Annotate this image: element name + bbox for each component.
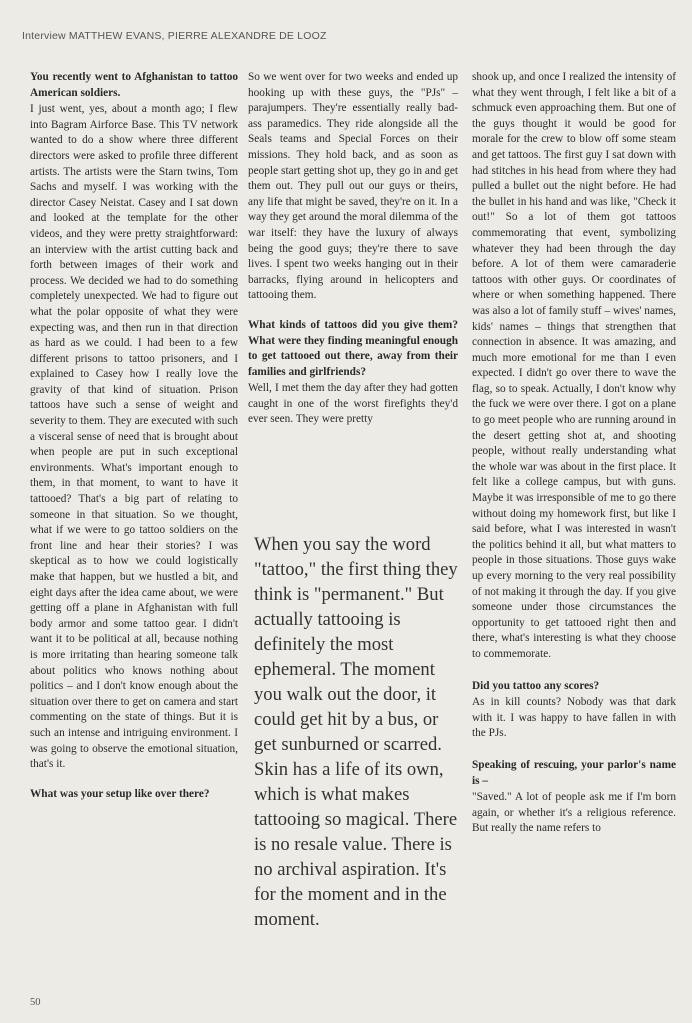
page-number: 50	[30, 997, 41, 1008]
answer-paragraph: Well, I met them the day after they had gotten caught in one of the worst firefights they'd ever seen. They were pretty	[248, 382, 458, 426]
answer-paragraph: As in kill counts? Nobody was that dark with it. I was happy to have fallen in with the PJs.	[472, 696, 676, 740]
answer-paragraph: I just went, yes, about a month ago; I flew into Bagram Airforce Base. This TV network wanted to do a show where three different directors were asked to profile three different artists. The artists were the Starn twins, Tom Sachs and myself. I was working with the director Casey Neistat. Casey and I sat down and looked at the template for the other videos, and they were pretty straightforward: an interview with the artist cutting back and forth between images of their work and process. We decided we had to do something completely unexpected. We had to figure out what the polar opposite of what they were expecting was, and then run in that direction as hard as we could. I had been to a few different prisons to tattoo prisoners, and I explained to Casey how I really love the gravity of that kind of situation. Prison tattoos have such a sense of weight and severity to them. They are executed with such a visceral sense of need that is brought about when people are put in such exceptional environments. What's important enough to them, in that moment, to want to have it tattooed? That's a big part of relating to someone in that situation. So we thought, what if we were to go tattoo soldiers on the front line and hear their stories? I was skeptical as to how we could logistically make that happen, but we hustled a bit, and eight days after the idea came about, we were getting off a plane in Afghanistan with full body armor and some tattoo gear. I didn't want it to be political at all, because nothing is more irritating than hearing someone talk about politics who knows nothing about politics – and I don't know enough about the situation over there to get on camera and start commenting on the state of things. But it is such an intense and intriguing environment. I was going to observe the emotional situation, that's it.	[30, 103, 238, 771]
column-1	[30, 70, 238, 803]
answer-paragraph: "Saved." A lot of people ask me if I'm born again, or whether it's a religious reference. But really the name refers to	[472, 791, 676, 835]
pull-quote: When you say the word "tattoo," the first thing they think is "permanent." But actually tattooing is definitely the most ephemeral. The moment you walk out the door, it could get hit by a bus, or get sunburned or scarred. Skin has a life of its own, which is what makes tattooing so magical. There is no resale value. There is no archival aspiration. It's for the moment and in the moment.	[254, 534, 458, 930]
column-2	[248, 70, 458, 442]
question-heading: What kinds of tattoos did you give them? What were they finding meaningful enough to get tattooed out there, away from their families and girlfriends?	[248, 318, 458, 378]
answer-paragraph: shook up, and once I realized the intensity of what they went through, I felt like a bit of a schmuck even approaching them. But one of the guys thought it would be good for morale for the crew to blow off some steam and get tattoos. The first guy I sat down with had stitches in his head from where they had pulled a bullet out the night before. He had the bullet in his hand and was like, "Check it out!" So a lot of them got tattoos commemorating that event, symbolizing whatever they had been through the day before. A lot of them were camaraderie tattoos with other guys. Or coordinates of where or when something happened. There was also a lot of family stuff – wives' names, kids' names – things that strengthen that connection in absence. It was amazing, and much more emotional for me than I even expected. I didn't go over there to wave the flag, so to speak. Actually, I don't know why the fuck we were over there. I got on a plane to go meet people who are running around in the desert getting shot at, and shooting people, without really understanding what the whole war was about in the first place. It felt like a college campus, but with guns. Maybe it was irresponsible of me to go there without doing my homework first, but like I said before, what I was interested in wasn't the politics behind it all, but what matters to people in those situations. Those guys wake up every morning to the very real possibility of not making it through the day. If you give someone under those circumstances the opportunity to get tattooed right then and there, what's interesting is what they choose to commemorate.	[472, 71, 676, 660]
question-heading: Did you tattoo any scores?	[472, 679, 600, 692]
answer-paragraph: So we went over for two weeks and ended up hooking up with these guys, the "PJs" – parajumpers. They're essentially really bad-ass paramedics. They ride alongside all the Seals teams and Special Forces on their missions. They hold back, and as soon as people start getting shot up, they go in and get them out. They pull out our guys or theirs, any life that might be saved, they're on it. In a way they get around the moral dilemma of the war itself: they have the luxury of always being the good guys; they're there to save lives. I spent two weeks hanging out in their barracks, flying around in helicopters and tattooing them.	[248, 71, 458, 302]
question-heading: What was your setup like over there?	[30, 787, 210, 800]
question-heading: You recently went to Afghanistan to tattoo American soldiers.	[30, 71, 238, 99]
running-header: Interview MATTHEW EVANS, PIERRE ALEXANDRE DE LOOZ	[22, 30, 327, 42]
question-heading: Speaking of rescuing, your parlor's name is –	[472, 758, 676, 787]
column-3	[472, 70, 676, 851]
